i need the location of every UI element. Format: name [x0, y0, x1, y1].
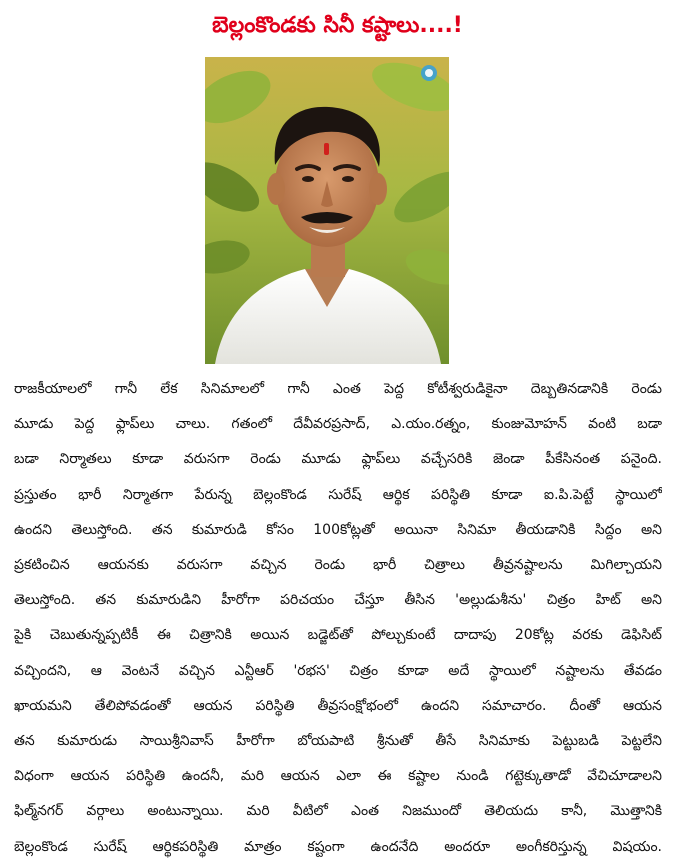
- article-line: ఉందని తెలుస్తోంది. తన కుమారుడి కోసం 100కోట్లతో అయినా సినిమా తీయడానికి సిద్దం అని: [14, 521, 662, 538]
- portrait-illustration: [205, 57, 449, 364]
- article-line: ప్రస్తుతం భారీ నిర్మాతగా పేరున్న బెల్లంకొండ సురేష్ ఆర్థిక పరిస్థితి కూడా ఐ.పి.పెట్టే స్థాయిలో: [14, 486, 662, 503]
- article-line: బడా నిర్మాతలు కూడా వరుసగా రెండు మూడు ఫ్లాప్‌లు వచ్చేసరికి జెండా పీకేసినంత పనైంది.: [14, 451, 662, 468]
- article-line: ఖాయమని తేలిపోవడంతో ఆయన పరిస్థితి తీవ్రసంక్షోభంలో ఉందని సమాచారం. దీంతో ఆయన: [14, 697, 662, 714]
- article-line: తన కుమారుడు సాయిశ్రీనివాస్ హీరోగా బోయపాటి శ్రీనుతో తీసే సినిమాకు పెట్టుబడి పెట్టలేని: [14, 733, 662, 750]
- article-photo: [205, 57, 449, 364]
- article-line: ఫిల్మ్‌నగర్ వర్గాలు అంటున్నాయి. మరి వీటిలో ఎంత నిజముందో తెలియదు కానీ, మొత్తానికి: [14, 803, 662, 820]
- article-line: విధంగా ఆయన పరిస్థితి ఉందనీ, మరి ఆయన ఎలా ఈ కష్టాల నుండి గట్టెక్కుతాడో వేచిచూడాలని: [14, 768, 662, 785]
- article-line: తెలుస్తోంది. తన కుమారుడిని హీరోగా పరిచయం చేస్తూ తీసిన 'అల్లుడుశీను' చిత్రం హిట్ అని: [14, 592, 662, 609]
- article-line: బెల్లంకొండ సురేష్ ఆర్థికపరిస్థితి మాత్రం కష్టంగా ఉందనేది అందరూ అంగీకరిస్తున్న విషయం.: [14, 838, 662, 855]
- article-line: వచ్చిందని, ఆ వెంటనే వచ్చిన ఎన్టీఆర్ 'రభస' చిత్రం కూడా అదే స్థాయిలో నష్టాలను తేవడం: [14, 662, 662, 679]
- article-body: [14, 372, 662, 865]
- article-line: మూడు పెద్ద ఫ్లాప్‌లు చాలు. గతంలో దేవీవరప్రసాద్, ఎ.యం.రత్నం, కుంజుమోహన్ వంటి బడా: [14, 416, 662, 433]
- article-line: ప్రకటించిన ఆయనకు వరుసగా వచ్చిన రెండు భారీ చిత్రాలు తీవ్రనష్టాలను మిగిల్చాయని: [14, 557, 662, 574]
- article-line: పైకి చెబుతున్నప్పటికీ ఈ చిత్రానికి అయిన బడ్జెట్‌తో పోల్చుకుంటే దాదాపు 20కోట్ల వరకు డెఫిసిట్: [14, 627, 662, 644]
- article-line: రాజకీయాలలో గానీ లేక సినిమాలలో గానీ ఎంత పెద్ద కోటీశ్వరుడికైనా దెబ్బతినడానికి రెండు: [14, 381, 662, 397]
- article-headline: బెల్లంకొండకు సినీ కష్టాలు....!: [212, 13, 463, 38]
